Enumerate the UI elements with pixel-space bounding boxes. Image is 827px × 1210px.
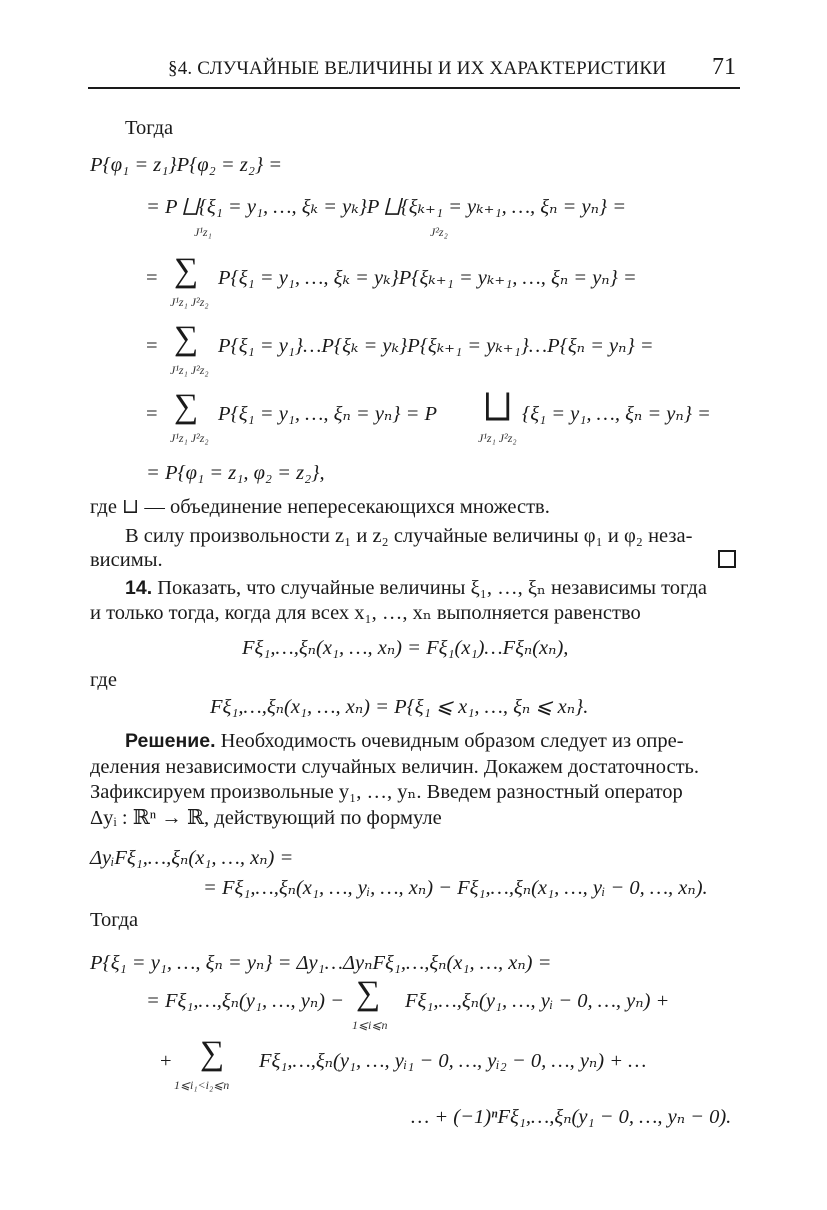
sum-symbol-4: ∑ xyxy=(174,320,199,357)
conclusion-line-2: висимы. xyxy=(90,549,163,571)
sum-symbol-5: ∑ xyxy=(174,388,199,425)
final-line-4: … + (−1)ⁿFξ₁,…,ξₙ(y₁ − 0, …, yₙ − 0). xyxy=(411,1106,732,1128)
paragraph-togda-2: Тогда xyxy=(90,909,139,931)
plus-sign-final-3: + xyxy=(160,1050,172,1072)
sum-subscript-3: J¹z₁ J²z₂ xyxy=(170,295,209,309)
equation-line-3: P{ξ₁ = y₁, …, ξₖ = yₖ}P{ξₖ₊₁ = yₖ₊₁, …, ξₙ = yₙ} = xyxy=(218,267,637,289)
qed-square-icon xyxy=(718,550,736,568)
equation-line-2-subscript-1: J¹z₁ xyxy=(194,225,212,239)
operator-line-2: = Fξ₁,…,ξₙ(x₁, …, yᵢ, …, xₙ) − Fξ₁,…,ξₙ(x₁, …, yᵢ − 0, …, xₙ). xyxy=(203,877,708,899)
sum-symbol-3: ∑ xyxy=(174,252,199,289)
solution-line-4: Δyᵢ : ℝⁿ → ℝ, действующий по формуле xyxy=(90,807,442,829)
sum-symbol-final-3: ∑ xyxy=(200,1035,225,1072)
problem-formula-1: Fξ₁,…,ξₙ(x₁, …, xₙ) = Fξ₁(x₁)…Fξₙ(xₙ), xyxy=(242,637,569,659)
equation-line-2: = P ⨆{ξ₁ = y₁, …, ξₖ = yₖ}P ⨆{ξₖ₊₁ = yₖ₊₁, …, ξₙ = yₙ} = xyxy=(146,196,627,218)
operator-line-1: ΔyᵢFξ₁,…,ξₙ(x₁, …, xₙ) = xyxy=(90,847,294,869)
sum-subscript-4: J¹z₁ J²z₂ xyxy=(170,363,209,377)
equation-line-2-subscript-2: J²z₂ xyxy=(430,225,448,239)
header-rule xyxy=(88,87,740,89)
final-line-2b: Fξ₁,…,ξₙ(y₁, …, yᵢ − 0, …, yₙ) + xyxy=(405,990,670,1012)
running-header: §4. СЛУЧАЙНЫЕ ВЕЛИЧИНЫ И ИХ ХАРАКТЕРИСТИКИ xyxy=(168,58,667,79)
equation-line-4: P{ξ₁ = y₁}…P{ξₖ = yₖ}P{ξₖ₊₁ = yₖ₊₁}…P{ξₙ = yₙ} = xyxy=(218,335,654,357)
sum-subscript-5: J¹z₁ J²z₂ xyxy=(170,431,209,445)
problem-where: где xyxy=(90,669,117,691)
solution-line-1 xyxy=(125,731,684,752)
page-number: 71 xyxy=(712,54,736,80)
solution-label: Решение. xyxy=(125,730,216,752)
problem-text-1: Показать, что случайные величины ξ₁, …, ξₙ независимы тогда xyxy=(157,577,707,599)
solution-text-1: Необходимость очевидным образом следует из опре- xyxy=(220,730,684,752)
equation-line-5-tail: {ξ₁ = y₁, …, ξₙ = yₙ} = xyxy=(522,403,711,425)
union-definition: где ⊔ — объединение непересекающихся множеств. xyxy=(90,496,550,518)
solution-line-2: деления независимости случайных величин. Докажем достаточность. xyxy=(90,756,700,778)
equation-line-6: = P{φ₁ = z₁, φ₂ = z₂}, xyxy=(146,462,325,484)
union-subscript-5: J¹z₁ J²z₂ xyxy=(478,431,517,445)
solution-line-3: Зафиксируем произвольные y₁, …, yₙ. Введем разностный оператор xyxy=(90,781,683,803)
problem-14-line-2: и только тогда, когда для всех x₁, …, xₙ выполняется равенство xyxy=(90,602,641,624)
equals-sign-5: = xyxy=(146,403,158,425)
sum-subscript-final-2: 1⩽i⩽n xyxy=(352,1018,388,1032)
paragraph-togda: Тогда xyxy=(125,117,174,139)
final-line-2a: = Fξ₁,…,ξₙ(y₁, …, yₙ) − xyxy=(146,990,344,1012)
equals-sign-4: = xyxy=(146,335,158,357)
equals-sign-3: = xyxy=(146,267,158,289)
problem-number: 14. xyxy=(125,577,153,599)
sum-subscript-final-3: 1⩽i₁<i₂⩽n xyxy=(174,1078,230,1092)
conclusion-line-1: В силу произвольности z₁ и z₂ случайные величины φ₁ и φ₂ неза- xyxy=(125,525,693,547)
equation-line-5: P{ξ₁ = y₁, …, ξₙ = yₙ} = P xyxy=(218,403,438,425)
final-line-1: P{ξ₁ = y₁, …, ξₙ = yₙ} = Δy₁…ΔyₙFξ₁,…,ξₙ(x₁, …, xₙ) = xyxy=(90,952,552,974)
problem-14-line-1 xyxy=(125,578,707,599)
final-line-3b: Fξ₁,…,ξₙ(y₁, …, yᵢ₁ − 0, …, yᵢ₂ − 0, …, yₙ) + … xyxy=(259,1050,647,1072)
equation-line-1: P{φ₁ = z₁}P{φ₂ = z₂} = xyxy=(90,154,283,176)
problem-formula-2: Fξ₁,…,ξₙ(x₁, …, xₙ) = P{ξ₁ ⩽ x₁, …, ξₙ ⩽ xₙ}. xyxy=(210,696,589,718)
union-symbol-5: ⨆ xyxy=(484,388,512,425)
sum-symbol-final-2: ∑ xyxy=(356,975,381,1012)
